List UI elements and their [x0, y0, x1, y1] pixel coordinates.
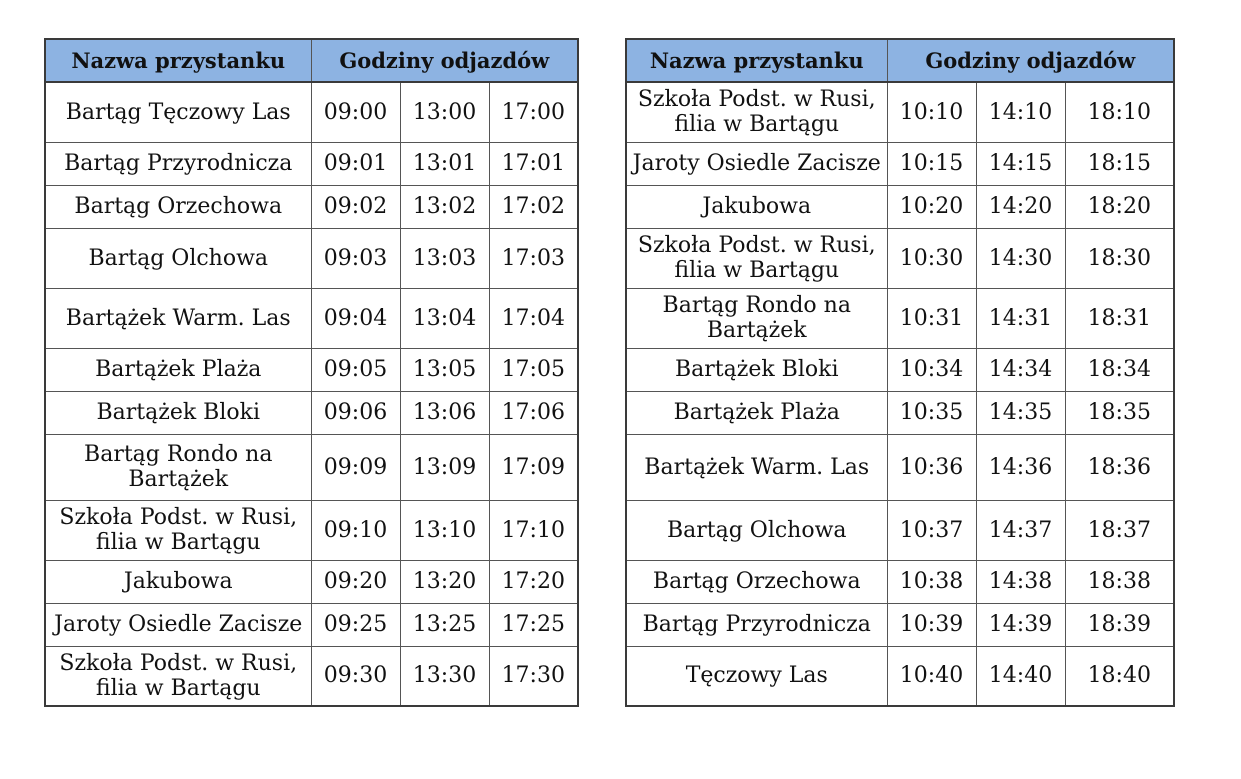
departure-time-cell: 13:09	[400, 434, 489, 500]
departure-time-cell: 17:01	[489, 142, 578, 185]
departure-time-cell: 09:01	[311, 142, 400, 185]
departure-time-cell: 18:30	[1065, 228, 1174, 288]
departure-time-cell: 14:30	[976, 228, 1065, 288]
stop-name-cell: Szkoła Podst. w Rusi, filia w Bartągu	[626, 228, 887, 288]
departure-time-cell: 17:00	[489, 82, 578, 142]
table-row	[626, 228, 1174, 288]
table-row	[626, 348, 1174, 391]
table-row	[626, 434, 1174, 500]
departure-time-cell: 13:03	[400, 228, 489, 288]
departure-time-cell: 18:35	[1065, 391, 1174, 434]
departure-time-cell: 13:00	[400, 82, 489, 142]
departure-time-cell: 17:10	[489, 500, 578, 560]
table-row	[45, 434, 578, 500]
stop-name-cell: Bartąg Tęczowy Las	[45, 82, 311, 142]
departure-time-cell: 09:02	[311, 185, 400, 228]
departure-time-cell: 17:04	[489, 288, 578, 348]
departure-time-cell: 18:15	[1065, 142, 1174, 185]
stop-name-cell: Bartąg Orzechowa	[626, 560, 887, 603]
departure-time-cell: 18:40	[1065, 646, 1174, 706]
stop-name-cell: Jakubowa	[45, 560, 311, 603]
table-row	[45, 603, 578, 646]
departure-time-cell: 18:20	[1065, 185, 1174, 228]
table-row	[626, 500, 1174, 560]
departure-time-cell: 09:06	[311, 391, 400, 434]
departure-time-cell: 10:31	[887, 288, 976, 348]
stop-name-cell: Bartążek Plaża	[45, 348, 311, 391]
departure-time-cell: 17:20	[489, 560, 578, 603]
departure-time-cell: 10:34	[887, 348, 976, 391]
table-row	[45, 82, 578, 142]
departure-time-cell: 10:10	[887, 82, 976, 142]
stop-name-cell: Jaroty Osiedle Zacisze	[626, 142, 887, 185]
timetable-left-body	[45, 82, 578, 706]
table-row	[45, 560, 578, 603]
departure-time-cell: 14:36	[976, 434, 1065, 500]
stop-name-cell: Bartąg Orzechowa	[45, 185, 311, 228]
table-row	[45, 391, 578, 434]
departure-time-cell: 17:25	[489, 603, 578, 646]
departure-time-cell: 10:36	[887, 434, 976, 500]
timetable-right-body	[626, 82, 1174, 706]
stop-name-cell: Bartąg Rondo na Bartążek	[626, 288, 887, 348]
header-row	[626, 39, 1174, 82]
departure-time-cell: 09:00	[311, 82, 400, 142]
stop-name-cell: Bartąg Olchowa	[45, 228, 311, 288]
departure-time-cell: 10:39	[887, 603, 976, 646]
departure-time-cell: 13:05	[400, 348, 489, 391]
departure-time-cell: 18:10	[1065, 82, 1174, 142]
departure-time-cell: 13:10	[400, 500, 489, 560]
departure-time-cell: 13:20	[400, 560, 489, 603]
table-row	[626, 82, 1174, 142]
stop-name-cell: Szkoła Podst. w Rusi, filia w Bartągu	[626, 82, 887, 142]
departure-time-cell: 13:02	[400, 185, 489, 228]
header-row	[45, 39, 578, 82]
table-row	[45, 500, 578, 560]
departure-time-cell: 10:37	[887, 500, 976, 560]
departure-time-cell: 14:39	[976, 603, 1065, 646]
timetable-right	[625, 38, 1175, 707]
departure-time-cell: 10:15	[887, 142, 976, 185]
departure-time-cell: 18:37	[1065, 500, 1174, 560]
stop-name-cell: Jaroty Osiedle Zacisze	[45, 603, 311, 646]
departure-time-cell: 13:25	[400, 603, 489, 646]
departure-time-cell: 14:35	[976, 391, 1065, 434]
departure-time-cell: 13:30	[400, 646, 489, 706]
departure-time-cell: 10:35	[887, 391, 976, 434]
table-row	[626, 646, 1174, 706]
stop-name-cell: Tęczowy Las	[626, 646, 887, 706]
departure-time-cell: 09:10	[311, 500, 400, 560]
departure-time-cell: 17:30	[489, 646, 578, 706]
table-row	[626, 391, 1174, 434]
table-row	[45, 228, 578, 288]
departure-time-cell: 14:20	[976, 185, 1065, 228]
departure-time-cell: 09:09	[311, 434, 400, 500]
departure-time-cell: 18:38	[1065, 560, 1174, 603]
departure-time-cell: 17:09	[489, 434, 578, 500]
departure-time-cell: 18:34	[1065, 348, 1174, 391]
table-row	[626, 288, 1174, 348]
departure-time-cell: 13:06	[400, 391, 489, 434]
table-row	[45, 348, 578, 391]
departure-time-cell: 18:39	[1065, 603, 1174, 646]
table-row	[45, 288, 578, 348]
stop-name-cell: Bartąg Rondo na Bartążek	[45, 434, 311, 500]
stop-name-cell: Szkoła Podst. w Rusi, filia w Bartągu	[45, 500, 311, 560]
departure-time-cell: 09:20	[311, 560, 400, 603]
departure-time-cell: 10:20	[887, 185, 976, 228]
departure-time-cell: 17:06	[489, 391, 578, 434]
departure-time-cell: 09:25	[311, 603, 400, 646]
departure-time-cell: 17:02	[489, 185, 578, 228]
departures-header: Godziny odjazdów	[311, 39, 578, 82]
stop-name-cell: Bartąg Przyrodnicza	[45, 142, 311, 185]
departures-header: Godziny odjazdów	[887, 39, 1174, 82]
departure-time-cell: 13:04	[400, 288, 489, 348]
departure-time-cell: 14:38	[976, 560, 1065, 603]
stop-name-cell: Bartążek Warm. Las	[45, 288, 311, 348]
table-row	[45, 142, 578, 185]
table-row	[626, 603, 1174, 646]
departure-time-cell: 14:31	[976, 288, 1065, 348]
departure-time-cell: 13:01	[400, 142, 489, 185]
departure-time-cell: 09:04	[311, 288, 400, 348]
stop-name-cell: Bartążek Warm. Las	[626, 434, 887, 500]
stop-name-cell: Szkoła Podst. w Rusi, filia w Bartągu	[45, 646, 311, 706]
stop-name-cell: Bartążek Plaża	[626, 391, 887, 434]
table-row	[45, 185, 578, 228]
departure-time-cell: 14:10	[976, 82, 1065, 142]
departure-time-cell: 09:03	[311, 228, 400, 288]
departure-time-cell: 14:34	[976, 348, 1065, 391]
departure-time-cell: 18:31	[1065, 288, 1174, 348]
table-row	[45, 646, 578, 706]
stop-name-cell: Bartążek Bloki	[45, 391, 311, 434]
departure-time-cell: 10:40	[887, 646, 976, 706]
timetable-left	[44, 38, 579, 707]
departure-time-cell: 09:05	[311, 348, 400, 391]
stop-name-header: Nazwa przystanku	[626, 39, 887, 82]
stop-name-cell: Bartąg Przyrodnicza	[626, 603, 887, 646]
departure-time-cell: 10:30	[887, 228, 976, 288]
stop-name-cell: Bartąg Olchowa	[626, 500, 887, 560]
departure-time-cell: 18:36	[1065, 434, 1174, 500]
table-row	[626, 560, 1174, 603]
departure-time-cell: 17:05	[489, 348, 578, 391]
table-row	[626, 142, 1174, 185]
stop-name-cell: Bartążek Bloki	[626, 348, 887, 391]
departure-time-cell: 14:37	[976, 500, 1065, 560]
departure-time-cell: 10:38	[887, 560, 976, 603]
table-row	[626, 185, 1174, 228]
departure-time-cell: 14:15	[976, 142, 1065, 185]
stop-name-cell: Jakubowa	[626, 185, 887, 228]
departure-time-cell: 17:03	[489, 228, 578, 288]
stop-name-header: Nazwa przystanku	[45, 39, 311, 82]
departure-time-cell: 09:30	[311, 646, 400, 706]
departure-time-cell: 14:40	[976, 646, 1065, 706]
